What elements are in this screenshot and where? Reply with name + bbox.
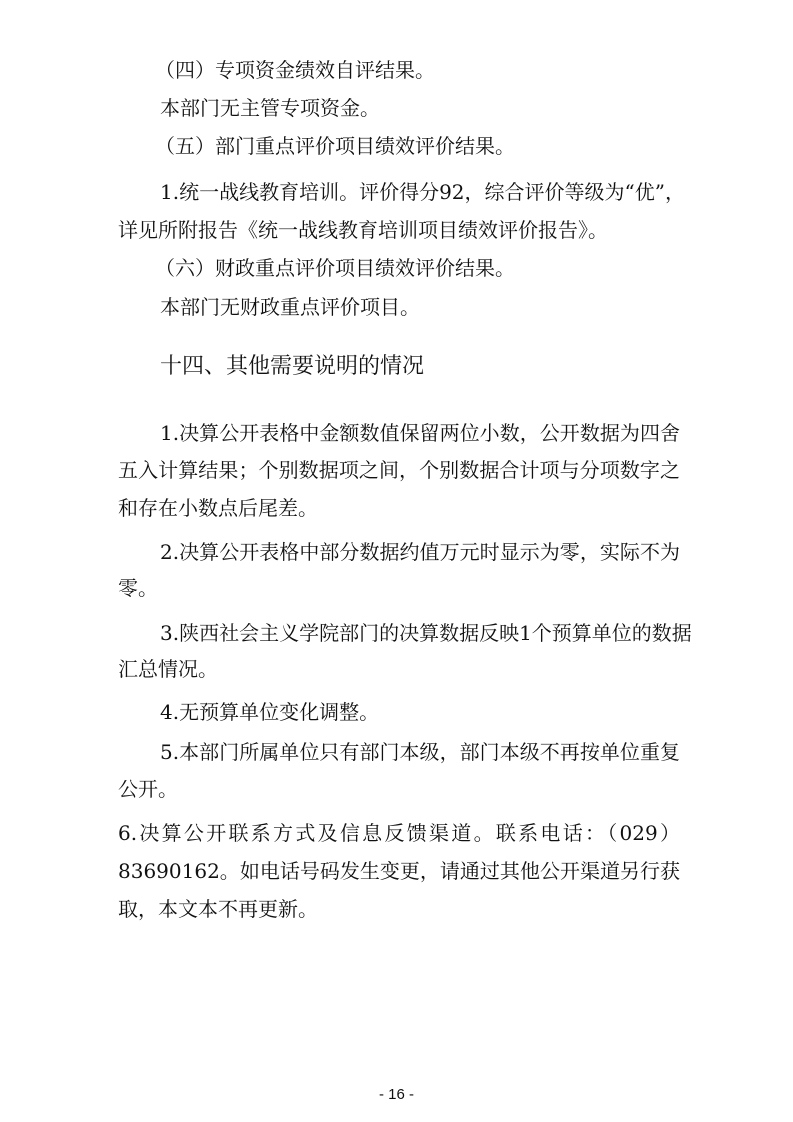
section-4-title: （四）专项资金绩效自评结果。 [155,58,435,82]
note-5-line-1: 5.本部门所属单位只有部门本级，部门本级不再按单位重复 [160,740,680,764]
section-5-item-1-line-2: 详见所附报告《统一战线教育培训项目绩效评价报告》。 [118,218,608,242]
section-6-title: （六）财政重点评价项目绩效评价结果。 [155,256,515,280]
note-1-line-2: 五入计算结果；个别数据项之间，个别数据合计项与分项数字之 [118,458,680,482]
note-6-line-2: 83690162。如电话号码发生变更，请通过其他公开渠道另行获 [118,859,680,883]
section-5-title: （五）部门重点评价项目绩效评价结果。 [155,134,515,158]
section-5-item-1-line-1: 1.统一战线教育培训。评价得分92，综合评价等级为“优”， [160,180,685,204]
section-6-body: 本部门无财政重点评价项目。 [160,295,420,319]
note-6-line-1: 6.决算公开联系方式及信息反馈渠道。联系电话：（029） [118,821,680,845]
note-1-line-1: 1.决算公开表格中金额数值保留两位小数，公开数据为四舍 [160,421,680,445]
note-5-line-2: 公开。 [118,777,178,801]
note-3-line-1: 3.陕西社会主义学院部门的决算数据反映1个预算单位的数据 [160,621,692,645]
note-6-line-3: 取，本文本不再更新。 [118,897,318,921]
note-4-line-1: 4.无预算单位变化调整。 [160,700,380,724]
section-4-body: 本部门无主管专项资金。 [160,96,380,120]
chapter-14-heading: 十四、其他需要说明的情况 [160,354,425,379]
note-3-line-2: 汇总情况。 [118,657,218,681]
page-number: - 16 - [378,1086,414,1103]
note-2-line-2: 零。 [118,576,158,600]
note-2-line-1: 2.决算公开表格中部分数据约值万元时显示为零，实际不为 [160,540,680,564]
note-1-line-3: 和存在小数点后尾差。 [118,496,318,520]
